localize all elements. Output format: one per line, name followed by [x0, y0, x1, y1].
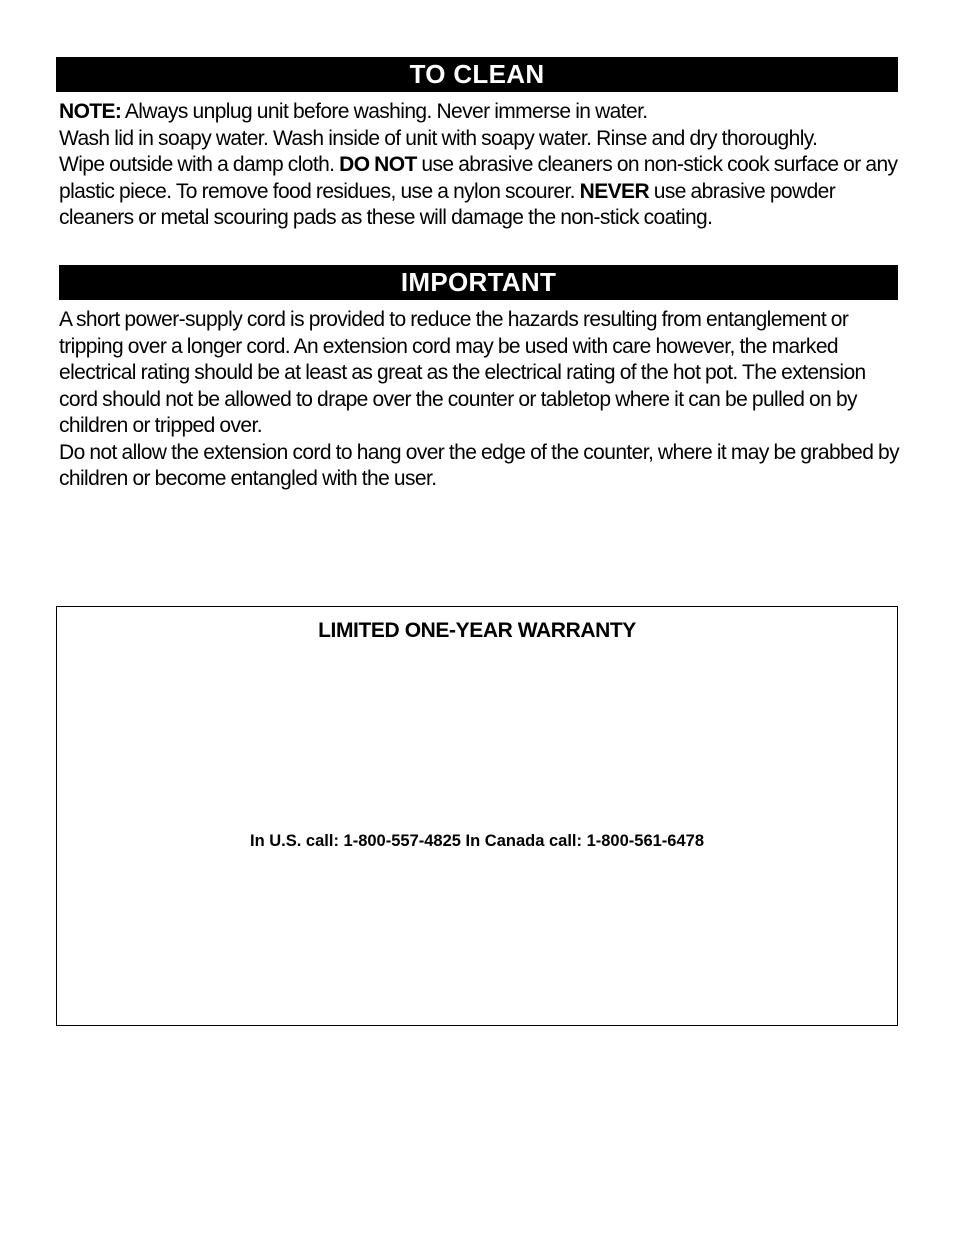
abrasive-text: use abrasive cleaners on non-stick cook surface or any plastic piece. To remove food residues, use a nylon scourer. — [59, 153, 898, 203]
wipe-line — [59, 152, 899, 232]
important-text — [59, 307, 899, 493]
wash-line: Wash lid in soapy water. Wash inside of unit with soapy water. Rinse and dry thoroughly. — [59, 126, 818, 150]
important-heading: IMPORTANT — [59, 265, 898, 300]
to-clean-heading: TO CLEAN — [56, 57, 898, 92]
cord-paragraph: A short power-supply cord is provided to reduce the hazards resulting from entanglement or tripping over a longer cord. An extension cord may be used with care however, the marked electrical rating should be at least as great as the electrical rating of the hot pot. The extension cord should not be allowed to drape over the counter or tabletop where it can be pulled on by children or tripped over. — [59, 308, 866, 437]
extension-paragraph: Do not allow the extension cord to hang over the edge of the counter, where it may be grabbed by children or become entangled with the user. — [59, 440, 899, 490]
warranty-box — [56, 606, 898, 1026]
never-label: NEVER — [579, 179, 650, 203]
do-not-label: DO NOT — [339, 153, 417, 176]
note-line — [59, 99, 899, 126]
note-label: NOTE: — [59, 100, 122, 123]
warranty-phone-numbers: In U.S. call: 1-800-557-4825 In Canada call: 1-800-561-6478 — [250, 832, 704, 850]
clean-instructions — [59, 99, 899, 232]
warranty-title: LIMITED ONE-YEAR WARRANTY — [318, 619, 636, 642]
wipe-text: Wipe outside with a damp cloth. — [59, 153, 340, 176]
note-text: Always unplug unit before washing. Never immerse in water. — [121, 100, 648, 123]
coating-text: use abrasive powder cleaners or metal scouring pads as these will damage the non-stick coating. — [59, 179, 836, 229]
